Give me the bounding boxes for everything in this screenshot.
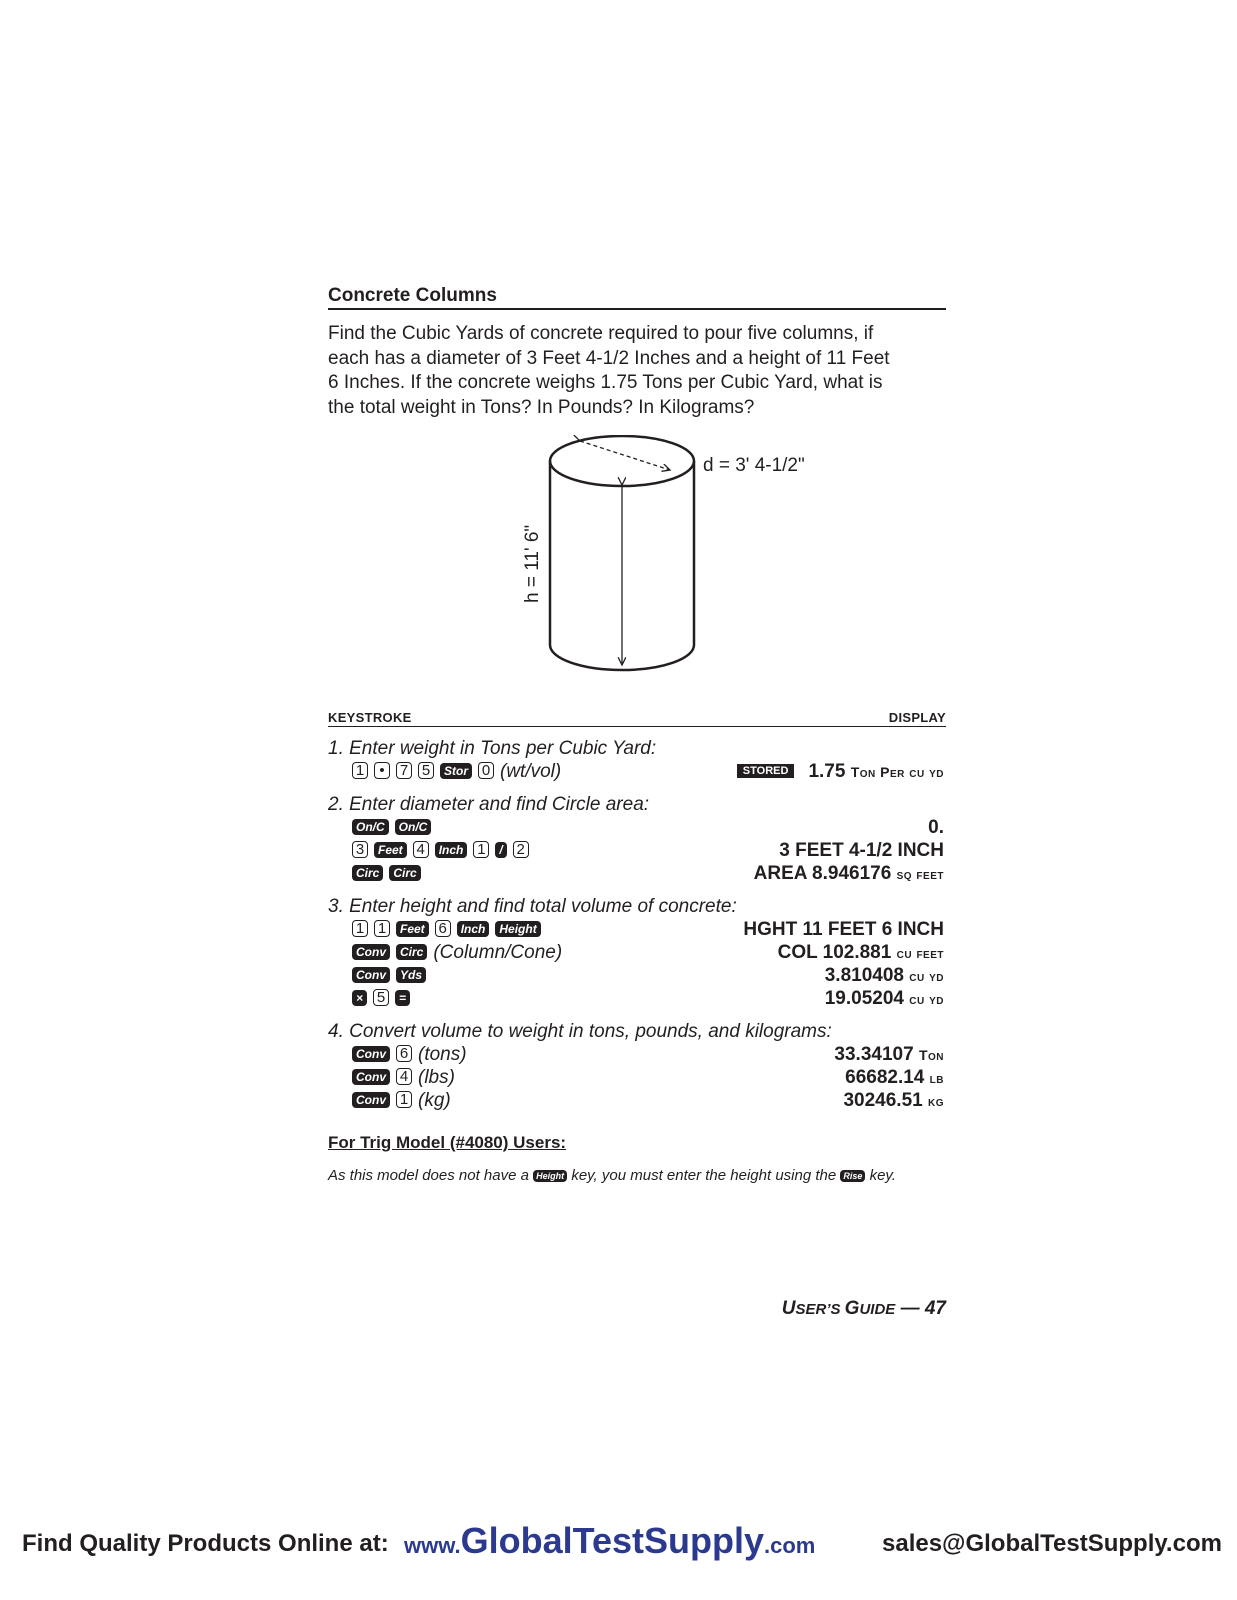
display-number: HGHT 11 FEET 6 INCH [743, 919, 944, 940]
display-value [825, 964, 944, 988]
calculator-key-icon: 4 [396, 1068, 412, 1085]
keystroke-row [328, 816, 946, 839]
keystroke-header: KEYSTROKE [328, 710, 412, 725]
step-title: 2. Enter diameter and find Circle area: [328, 794, 650, 815]
display-unit: cu yd [909, 968, 944, 984]
display-number: 33.34107 [834, 1044, 914, 1065]
calculator-key-icon: 1 [352, 920, 368, 937]
keystroke-note: (tons) [418, 1044, 467, 1065]
steps-list [328, 737, 946, 1122]
keystroke-row [328, 987, 946, 1010]
trig-note-text: key. [869, 1167, 896, 1184]
intro-line: each has a diameter of 3 Feet 4-1/2 Inches and a height of 11 Feet [328, 347, 890, 369]
calculator-key-icon: 1 [352, 762, 368, 779]
calculator-key-icon: • [374, 762, 390, 779]
keystroke-row [328, 1043, 946, 1066]
calculator-key-icon: 6 [396, 1045, 412, 1062]
keystroke-row [328, 1066, 946, 1089]
intro-line: the total weight in Tons? In Pounds? In Kilograms? [328, 396, 755, 418]
step-title: 4. Convert volume to weight in tons, pounds, and kilograms: [328, 1021, 832, 1042]
height-key-icon: Height [533, 1170, 567, 1182]
diameter-arrow [580, 441, 670, 470]
footer-banner [0, 1520, 1237, 1570]
calculator-key-icon: 5 [373, 989, 389, 1006]
step-title: 1. Enter weight in Tons per Cubic Yard: [328, 738, 657, 759]
display-number: 66682.14 [845, 1067, 925, 1088]
display-value [778, 941, 944, 965]
display-value [834, 1043, 944, 1067]
calculator-key-icon: 1 [374, 920, 390, 937]
keystroke-row [328, 941, 946, 964]
footer-tagline: Find Quality Products Online at: [22, 1530, 389, 1557]
step [328, 737, 946, 783]
display-number: 30246.51 [843, 1090, 923, 1111]
calculator-key-icon: 6 [435, 920, 451, 937]
trig-note-text: key, you must enter the height using the [571, 1167, 837, 1184]
intro-line: 6 Inches. If the concrete weighs 1.75 Tons per Cubic Yard, what is [328, 372, 883, 393]
rise-key-icon: Rise [840, 1170, 865, 1182]
display-number: 0. [928, 817, 944, 838]
calculator-key-icon: = [395, 990, 410, 1006]
display-value [928, 816, 944, 839]
calculator-key-icon: Circ [389, 865, 420, 881]
intro-line: Find the Cubic Yards of concrete required to pour five columns, if [328, 323, 874, 344]
footer-email-link[interactable]: sales@GlobalTestSupply.com [882, 1530, 1222, 1557]
section-title: Concrete Columns [328, 285, 946, 310]
trig-heading: For Trig Model (#4080) Users: [328, 1133, 567, 1152]
trig-note-text: As this model does not have a [328, 1167, 529, 1184]
display-number: 19.05204 [824, 988, 904, 1009]
keystroke-note: (kg) [418, 1090, 451, 1111]
calculator-key-icon: On/C [395, 819, 432, 835]
keystroke-row [328, 964, 946, 987]
calculator-key-icon: 0 [478, 762, 494, 779]
display-number: 1.75 [808, 761, 846, 782]
calculator-key-icon: Feet [396, 921, 429, 937]
page-content [328, 285, 946, 1319]
display-unit: Ton Per cu yd [850, 764, 944, 780]
calculator-key-icon: 5 [418, 762, 434, 779]
step [328, 793, 946, 885]
display-unit: sq feet [896, 866, 944, 882]
stored-indicator: STORED [737, 764, 795, 778]
calculator-key-icon: Conv [352, 1069, 390, 1085]
step [328, 895, 946, 1010]
table-header [328, 710, 946, 727]
calculator-key-icon: Height [495, 921, 540, 937]
calculator-key-icon: Circ [396, 944, 427, 960]
calculator-key-icon: 3 [352, 841, 368, 858]
keystroke-row [328, 760, 946, 783]
cylinder-diagram [518, 435, 818, 680]
intro-paragraph [328, 322, 946, 420]
display-number: 3 FEET 4-1/2 INCH [779, 840, 944, 861]
calculator-key-icon: 1 [473, 841, 489, 858]
display-unit: cu feet [896, 945, 944, 961]
cylinder-top [550, 436, 694, 486]
display-unit: lb [929, 1070, 944, 1086]
display-number: 3.810408 [824, 965, 904, 986]
keystroke-note: (wt/vol) [500, 761, 562, 782]
keystroke-row [328, 839, 946, 862]
calculator-key-icon: × [352, 990, 367, 1006]
calculator-key-icon: Stor [440, 763, 472, 779]
display-number: AREA 8.946176 [753, 863, 892, 884]
calculator-key-icon: 7 [396, 762, 412, 779]
calculator-key-icon: 1 [396, 1091, 412, 1108]
display-value [743, 918, 944, 941]
trig-note [328, 1167, 896, 1184]
keystroke-note: (lbs) [418, 1067, 455, 1088]
calculator-key-icon: Inch [435, 842, 468, 858]
calculator-key-icon: Circ [352, 865, 383, 881]
keystroke-row [328, 862, 946, 885]
display-value [737, 760, 944, 784]
calculator-key-icon: Inch [457, 921, 490, 937]
height-label: h = 11' 6" [522, 524, 543, 603]
display-value [843, 1089, 944, 1113]
display-value [845, 1066, 944, 1090]
display-unit: Ton [918, 1047, 944, 1063]
calculator-key-icon: 4 [413, 841, 429, 858]
calculator-key-icon: Conv [352, 1092, 390, 1108]
step-title: 3. Enter height and find total volume of concrete: [328, 896, 737, 917]
calculator-key-icon: Conv [352, 967, 390, 983]
calculator-key-icon: On/C [352, 819, 389, 835]
calculator-key-icon: / [495, 842, 506, 858]
calculator-key-icon: 2 [513, 841, 529, 858]
calculator-key-icon: Yds [396, 967, 426, 983]
calculator-key-icon: Feet [374, 842, 407, 858]
footer-website-link[interactable]: www.GlobalTestSupply.com [404, 1520, 816, 1561]
display-number: COL 102.881 [777, 942, 892, 963]
display-unit: cu yd [909, 991, 944, 1007]
page-number: USER’S GUIDE — 47 [781, 1298, 946, 1319]
calculator-key-icon: Conv [352, 1046, 390, 1062]
display-header: DISPLAY [888, 710, 946, 725]
keystroke-row [328, 918, 946, 941]
calculator-key-icon: Conv [352, 944, 390, 960]
display-value [825, 987, 944, 1011]
display-value [754, 862, 944, 886]
diameter-label: d = 3' 4-1/2" [703, 455, 805, 476]
step [328, 1020, 946, 1112]
keystroke-row [328, 1089, 946, 1112]
keystroke-note: (Column/Cone) [433, 942, 563, 963]
display-value [779, 839, 944, 862]
display-unit: kg [928, 1093, 944, 1109]
